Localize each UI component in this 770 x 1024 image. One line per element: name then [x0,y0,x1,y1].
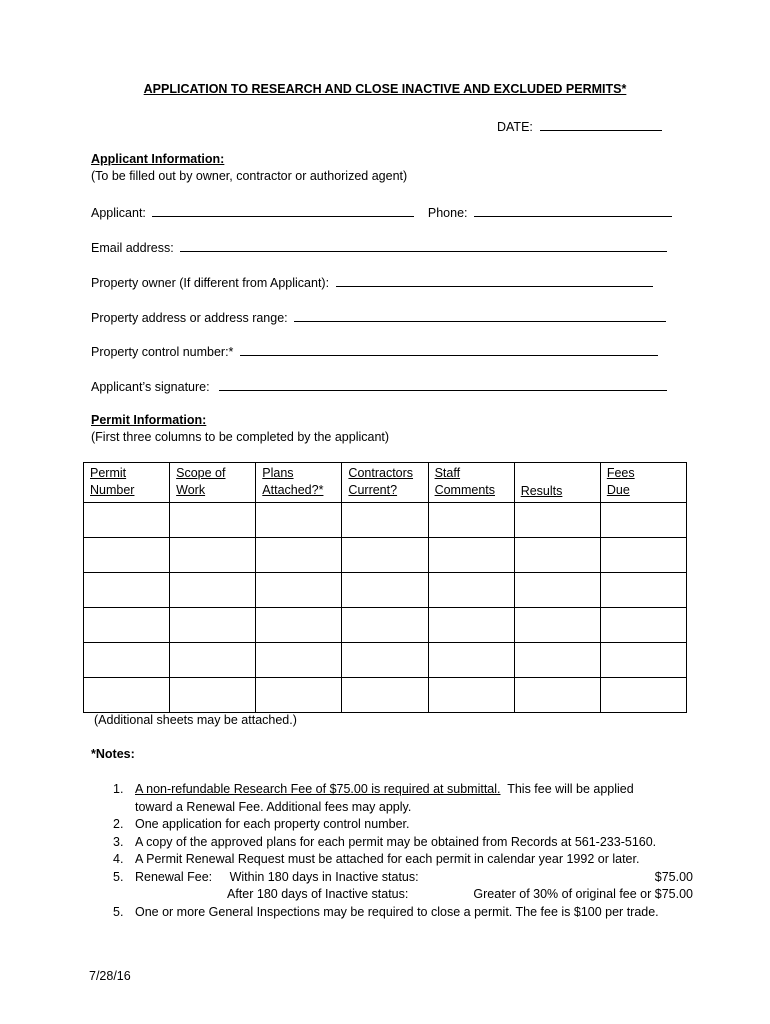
col-fees-due: Fees Due [600,463,686,503]
note-text: A copy of the approved plans for each permit may be obtained from Records at 561-233-5160. [135,834,657,849]
table-cell[interactable] [170,573,256,608]
table-cell[interactable] [428,678,514,713]
table-cell[interactable] [514,643,600,678]
note-underlined-text: A non-refundable Research Fee of $75.00 is required at submittal. [135,782,501,796]
table-cell[interactable] [342,608,428,643]
note-text: One or more General Inspections may be required to close a permit. The fee is $100 per trade. [135,904,659,919]
table-cell[interactable] [600,608,686,643]
note-text: A Permit Renewal Request must be attached for each permit in calendar year 1992 or later. [135,852,640,866]
applicant-input-line[interactable] [152,204,414,217]
date-input-line[interactable] [540,118,662,131]
form-title: APPLICATION TO RESEARCH AND CLOSE INACTIVE AND EXCLUDED PERMITS* [143,82,627,96]
table-row [84,573,687,608]
col-contractors-current: Contractors Current? [342,463,428,503]
signature-label: Applicant’s signature: [91,380,210,394]
applicant-subheading: (To be filled out by owner, contractor or authorized agent) [91,169,408,183]
table-cell[interactable] [170,503,256,538]
list-item [113,816,693,834]
table-cell[interactable] [84,678,170,713]
note-number: 5. [113,869,124,884]
table-cell[interactable] [256,608,342,643]
permit-table-header [84,463,687,503]
owner-input-line[interactable] [336,274,653,287]
table-cell[interactable] [170,643,256,678]
table-cell[interactable] [600,643,686,678]
date-field [497,118,662,134]
col-scope-of-work: Scope of Work [170,463,256,503]
table-cell[interactable] [170,678,256,713]
phone-label: Phone: [427,206,468,220]
table-row [84,503,687,538]
email-input-line[interactable] [180,239,667,252]
table-cell[interactable] [428,573,514,608]
owner-row [91,274,653,292]
note-text: This fee will be applied [500,782,634,796]
table-cell[interactable] [514,503,600,538]
table-cell[interactable] [600,538,686,573]
list-item [113,869,693,904]
note-label: Renewal Fee: [135,869,213,884]
table-cell[interactable] [342,678,428,713]
note-number: 3. [113,834,124,849]
note-text: One application for each property control number. [135,817,410,831]
col-plans-attached: Plans Attached?* [256,463,342,503]
list-item [113,904,693,922]
note-number: 5. [113,904,124,919]
note-number: 1. [113,782,124,796]
email-row [91,239,667,257]
signature-row [91,378,667,396]
table-cell[interactable] [514,538,600,573]
col-results: Results [514,463,600,503]
note-fee-amount: Greater of 30% of original fee or $75.00 [473,887,693,901]
table-cell[interactable] [514,608,600,643]
footer-date: 7/28/16 [89,969,131,983]
table-cell[interactable] [600,678,686,713]
table-cell[interactable] [256,678,342,713]
table-cell[interactable] [84,608,170,643]
phone-input-line[interactable] [474,204,672,217]
applicant-row [91,204,672,222]
additional-sheets-note: (Additional sheets may be attached.) [94,713,297,727]
owner-label: Property owner (If different from Applicant): [91,276,330,290]
note-text-continued: toward a Renewal Fee. Additional fees may apply. [135,799,412,814]
notes-heading-text: *Notes: [91,747,135,761]
note-fee-amount: $75.00 [654,869,693,884]
permit-subheading: (First three columns to be completed by the applicant) [91,430,390,444]
signature-input-line[interactable] [219,378,667,391]
notes-heading [91,747,135,761]
table-cell[interactable] [84,643,170,678]
table-row [84,538,687,573]
table-cell[interactable] [256,503,342,538]
table-cell[interactable] [342,573,428,608]
table-cell[interactable] [84,573,170,608]
table-cell[interactable] [342,643,428,678]
table-row [84,678,687,713]
table-cell[interactable] [600,573,686,608]
table-cell[interactable] [170,538,256,573]
control-input-line[interactable] [240,343,658,356]
applicant-label: Applicant: [91,206,146,220]
table-cell[interactable] [514,573,600,608]
date-label: DATE: [497,120,533,134]
table-cell[interactable] [256,573,342,608]
table-cell[interactable] [84,503,170,538]
control-label: Property control number:* [91,345,234,359]
table-cell[interactable] [342,503,428,538]
notes-list [113,781,693,921]
col-permit-number: Permit Number [84,463,170,503]
table-row [84,643,687,678]
list-item [113,781,693,816]
table-cell[interactable] [514,678,600,713]
email-label: Email address: [91,241,174,255]
address-row [91,309,666,327]
table-cell[interactable] [84,538,170,573]
applicant-heading: Applicant Information: [91,152,225,166]
col-staff-comments: Staff Comments [428,463,514,503]
address-label: Property address or address range: [91,311,288,325]
permit-table [83,462,687,713]
table-cell[interactable] [600,503,686,538]
table-cell[interactable] [428,643,514,678]
list-item [113,851,693,869]
note-fee-description: After 180 days of Inactive status: [227,887,409,901]
table-cell[interactable] [428,538,514,573]
note-number: 2. [113,817,124,831]
note-number: 4. [113,852,124,866]
table-cell[interactable] [170,608,256,643]
table-row [84,608,687,643]
table-cell[interactable] [256,538,342,573]
table-cell[interactable] [342,538,428,573]
address-input-line[interactable] [294,309,666,322]
control-row [91,343,658,361]
table-cell[interactable] [256,643,342,678]
table-cell[interactable] [428,608,514,643]
note-fee-description: Within 180 days in Inactive status: [229,869,419,884]
table-cell[interactable] [428,503,514,538]
list-item [113,834,693,852]
permit-heading: Permit Information: [91,413,207,427]
